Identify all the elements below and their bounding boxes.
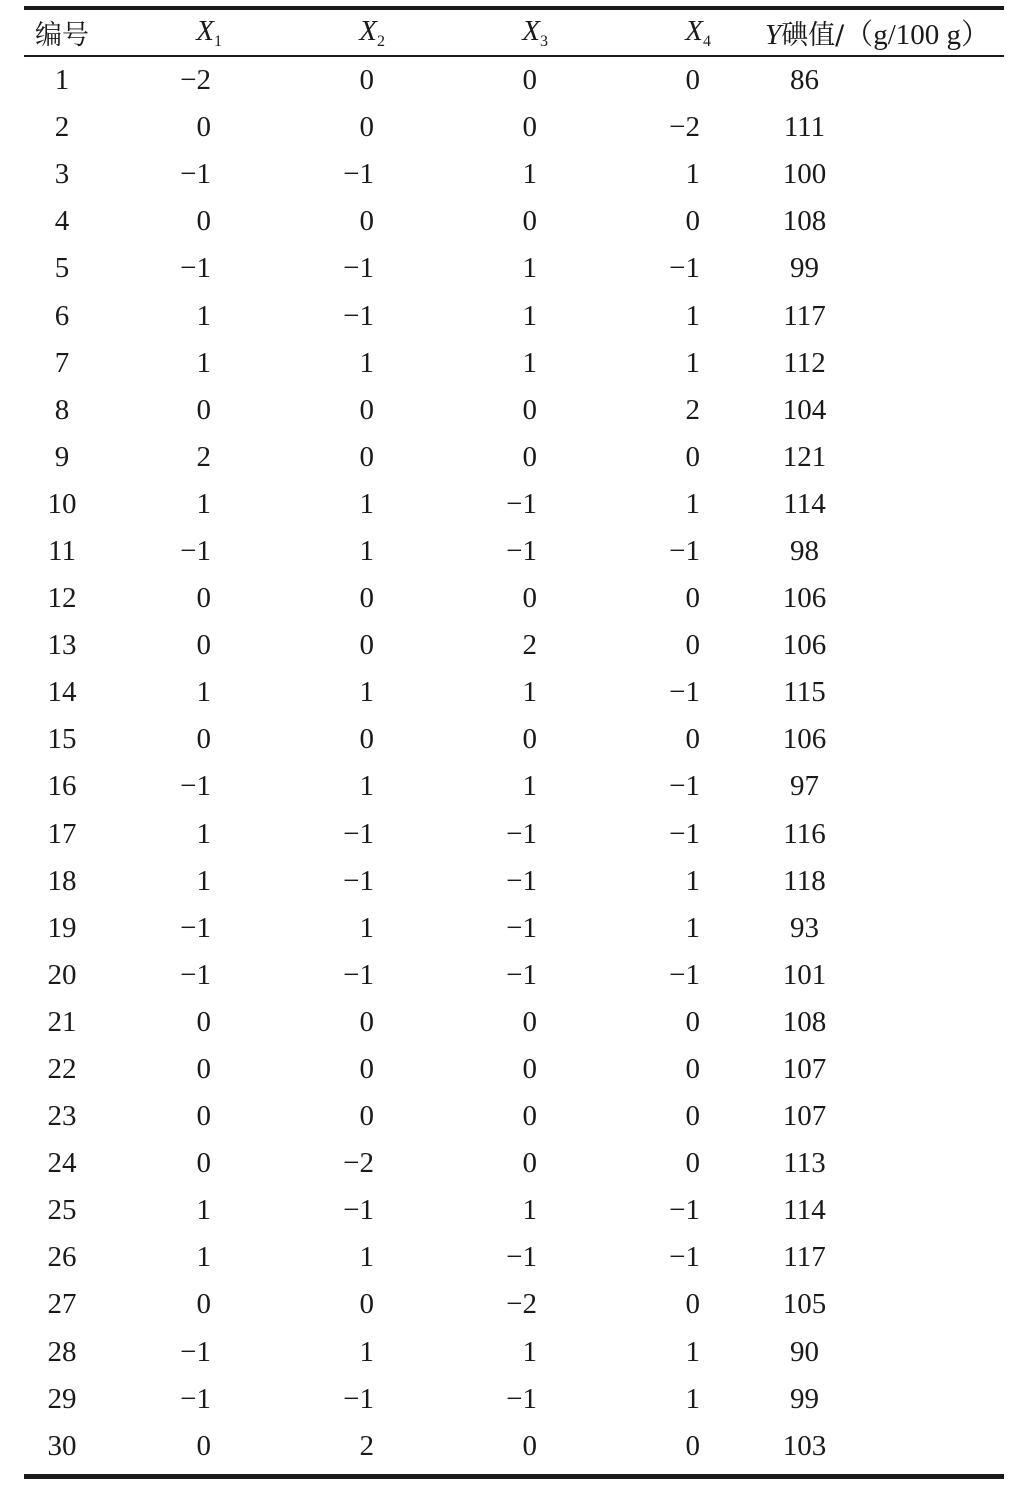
cell-y: 118: [783, 864, 826, 897]
cell-y: 108: [782, 1005, 827, 1038]
header-x2: $X_2$: [359, 14, 385, 50]
table-row: [24, 198, 1004, 245]
cell-x1: −1: [180, 534, 211, 567]
cell-x2: 1: [359, 346, 374, 379]
cell-x4: 1: [685, 911, 700, 944]
cell-x1: 1: [196, 346, 211, 379]
cell-x2: 0: [359, 393, 374, 426]
cell-x4: 2: [685, 393, 700, 426]
cell-x3: −1: [506, 911, 537, 944]
cell-id: 4: [54, 205, 70, 238]
cell-x3: 0: [522, 723, 537, 756]
table-row: [24, 811, 1004, 858]
cell-x2: −1: [343, 252, 374, 285]
cell-x3: 0: [522, 205, 537, 238]
cell-y: 103: [782, 1429, 827, 1462]
cell-x2: 1: [359, 770, 374, 803]
cell-x1: 0: [196, 1005, 211, 1038]
table-row: [24, 1093, 1004, 1140]
table-row: [24, 1281, 1004, 1328]
cell-x3: 1: [522, 676, 537, 709]
cell-id: 28: [47, 1335, 77, 1368]
cell-x1: 0: [196, 582, 211, 615]
table-row: [24, 1187, 1004, 1234]
cell-x4: −1: [669, 1241, 700, 1274]
table-row: [24, 999, 1004, 1046]
cell-x3: 0: [522, 440, 537, 473]
cell-x3: 0: [522, 1429, 537, 1462]
cell-x4: 1: [685, 1382, 700, 1415]
cell-x2: 0: [359, 629, 374, 662]
cell-y: 86: [790, 64, 819, 97]
table-body: [24, 57, 1004, 1474]
cell-x2: 0: [359, 582, 374, 615]
cell-x2: −1: [343, 864, 374, 897]
cell-y: 98: [790, 534, 819, 567]
cell-id: 8: [54, 393, 70, 426]
cell-y: 90: [790, 1335, 819, 1368]
cell-x1: 0: [196, 393, 211, 426]
cell-x1: −1: [180, 911, 211, 944]
cell-y: 101: [782, 958, 827, 991]
cell-x2: 1: [359, 1335, 374, 1368]
header-x4: $X_4$: [685, 14, 711, 50]
cell-x3: 1: [522, 770, 537, 803]
cell-x3: −1: [506, 817, 537, 850]
cell-x1: −1: [180, 252, 211, 285]
cell-x2: 2: [359, 1429, 374, 1462]
cell-x4: 0: [685, 205, 700, 238]
cell-x3: 1: [522, 252, 537, 285]
cell-id: 10: [47, 487, 77, 520]
cell-x4: −2: [669, 111, 700, 144]
cell-id: 11: [48, 534, 76, 567]
cell-x4: −1: [669, 958, 700, 991]
cell-x3: 0: [522, 111, 537, 144]
cell-y: 100: [782, 158, 827, 191]
cell-x3: 0: [522, 1147, 537, 1180]
cell-y: 107: [782, 1100, 827, 1133]
cell-x4: 0: [685, 1429, 700, 1462]
cell-id: 5: [54, 252, 70, 285]
table-row: [24, 575, 1004, 622]
cell-x2: 0: [359, 1288, 374, 1321]
cell-x3: −1: [506, 958, 537, 991]
table-row: [24, 905, 1004, 952]
table-row: [24, 340, 1004, 387]
cell-y: 99: [790, 252, 819, 285]
cell-x1: 2: [196, 440, 211, 473]
cell-x4: 1: [685, 864, 700, 897]
cell-x1: 0: [196, 1288, 211, 1321]
cell-y: 121: [782, 440, 827, 473]
cell-x2: 0: [359, 64, 374, 97]
cell-x3: 0: [522, 582, 537, 615]
cell-x3: 0: [522, 1053, 537, 1086]
cell-x4: −1: [669, 817, 700, 850]
cell-id: 19: [47, 911, 77, 944]
cell-id: 3: [54, 158, 70, 191]
cell-x2: 0: [359, 205, 374, 238]
cell-x4: 0: [685, 440, 700, 473]
cell-x1: 0: [196, 723, 211, 756]
table-row: [24, 763, 1004, 810]
cell-y: 117: [783, 299, 826, 332]
table-row: [24, 434, 1004, 481]
cell-x4: −1: [669, 770, 700, 803]
cell-x3: 0: [522, 1100, 537, 1133]
cell-x3: −1: [506, 487, 537, 520]
cell-x1: 0: [196, 111, 211, 144]
cell-x1: 0: [196, 1429, 211, 1462]
cell-x4: −1: [669, 1194, 700, 1227]
cell-y: 104: [782, 393, 827, 426]
cell-x2: 1: [359, 676, 374, 709]
cell-x4: −1: [669, 534, 700, 567]
cell-x1: 1: [196, 1194, 211, 1227]
cell-id: 2: [54, 111, 70, 144]
cell-id: 25: [47, 1194, 77, 1227]
table-row: [24, 292, 1004, 339]
cell-x2: −1: [343, 1194, 374, 1227]
cell-y: 106: [782, 723, 827, 756]
cell-id: 22: [47, 1053, 77, 1086]
cell-x4: 1: [685, 487, 700, 520]
table-row: [24, 528, 1004, 575]
cell-x4: 0: [685, 1053, 700, 1086]
cell-x2: 1: [359, 911, 374, 944]
table-row: [24, 1046, 1004, 1093]
cell-x3: −1: [506, 1241, 537, 1274]
cell-x1: −1: [180, 158, 211, 191]
cell-x4: 1: [685, 1335, 700, 1368]
cell-x1: 1: [196, 299, 211, 332]
table-row: [24, 1234, 1004, 1281]
cell-x2: −1: [343, 299, 374, 332]
cell-x3: 1: [522, 1194, 537, 1227]
cell-x1: 0: [196, 205, 211, 238]
table-row: [24, 716, 1004, 763]
cell-x3: 0: [522, 1005, 537, 1038]
cell-id: 23: [47, 1100, 77, 1133]
cell-x4: −1: [669, 676, 700, 709]
cell-y: 93: [790, 911, 819, 944]
table-row: [24, 57, 1004, 104]
table-row: [24, 669, 1004, 716]
cell-id: 7: [54, 346, 70, 379]
cell-x4: 0: [685, 723, 700, 756]
cell-id: 9: [54, 440, 70, 473]
cell-y: 97: [790, 770, 819, 803]
cell-x4: 0: [685, 629, 700, 662]
cell-x1: 1: [196, 676, 211, 709]
cell-x3: 1: [522, 158, 537, 191]
cell-id: 27: [47, 1288, 77, 1321]
cell-x2: 1: [359, 534, 374, 567]
cell-x3: 1: [522, 1335, 537, 1368]
cell-x3: 1: [522, 299, 537, 332]
cell-id: 14: [47, 676, 77, 709]
cell-x3: −1: [506, 1382, 537, 1415]
cell-x4: 0: [685, 1100, 700, 1133]
cell-y: 113: [783, 1147, 826, 1180]
cell-x3: −1: [506, 534, 537, 567]
cell-id: 15: [47, 723, 77, 756]
cell-x2: 0: [359, 723, 374, 756]
cell-id: 24: [47, 1147, 77, 1180]
cell-id: 17: [47, 817, 77, 850]
cell-y: 115: [783, 676, 826, 709]
cell-id: 21: [47, 1005, 77, 1038]
cell-x4: 1: [685, 299, 700, 332]
cell-y: 106: [782, 629, 827, 662]
cell-x3: 1: [522, 346, 537, 379]
cell-x2: 0: [359, 1100, 374, 1133]
table-row: [24, 1329, 1004, 1376]
cell-y: 99: [790, 1382, 819, 1415]
cell-x1: −1: [180, 1382, 211, 1415]
cell-x2: 0: [359, 1053, 374, 1086]
cell-y: 108: [782, 205, 827, 238]
cell-x4: 0: [685, 1147, 700, 1180]
cell-x1: 0: [196, 1100, 211, 1133]
cell-x2: −2: [343, 1147, 374, 1180]
cell-x2: −1: [343, 158, 374, 191]
cell-x2: −1: [343, 1382, 374, 1415]
header-row: [24, 10, 1004, 55]
cell-y: 114: [783, 1194, 826, 1227]
cell-id: 12: [47, 582, 77, 615]
cell-x4: −1: [669, 252, 700, 285]
cell-id: 29: [47, 1382, 77, 1415]
cell-x2: 0: [359, 440, 374, 473]
table-row: [24, 104, 1004, 151]
cell-y: 111: [783, 111, 826, 144]
cell-x1: −2: [180, 64, 211, 97]
cell-x4: 1: [685, 346, 700, 379]
table-row: [24, 387, 1004, 434]
table-row: [24, 622, 1004, 669]
table-row: [24, 481, 1004, 528]
cell-x4: 0: [685, 1288, 700, 1321]
cell-id: 20: [47, 958, 77, 991]
cell-x3: 0: [522, 64, 537, 97]
cell-id: 26: [47, 1241, 77, 1274]
cell-id: 6: [54, 299, 70, 332]
table-row: [24, 1423, 1004, 1470]
cell-id: 16: [47, 770, 77, 803]
cell-x1: 1: [196, 487, 211, 520]
cell-x1: 0: [196, 629, 211, 662]
cell-id: 13: [47, 629, 77, 662]
cell-id: 18: [47, 864, 77, 897]
cell-x4: 1: [685, 158, 700, 191]
cell-x4: 0: [685, 1005, 700, 1038]
cell-x1: −1: [180, 958, 211, 991]
cell-y: 107: [782, 1053, 827, 1086]
cell-x3: −1: [506, 864, 537, 897]
cell-x1: −1: [180, 1335, 211, 1368]
table-row: [24, 858, 1004, 905]
header-id: 编号: [35, 20, 89, 51]
cell-id: 30: [47, 1429, 77, 1462]
table-row: [24, 1376, 1004, 1423]
cell-x4: 0: [685, 64, 700, 97]
cell-x3: 0: [522, 393, 537, 426]
bottom-rule: [24, 1474, 1004, 1479]
cell-y: 112: [783, 346, 826, 379]
cell-x4: 0: [685, 582, 700, 615]
header-x3: $X_3$: [522, 14, 548, 50]
table-row: [24, 952, 1004, 999]
cell-x1: 0: [196, 1053, 211, 1086]
cell-y: 114: [783, 487, 826, 520]
cell-y: 116: [783, 817, 826, 850]
data-table: [24, 6, 1004, 1479]
cell-x2: 1: [359, 1241, 374, 1274]
cell-y: 105: [782, 1288, 827, 1321]
cell-y: 106: [782, 582, 827, 615]
header-y: Y碘值/（g/100 g）: [764, 19, 990, 51]
cell-x2: 1: [359, 487, 374, 520]
cell-id: 1: [54, 64, 70, 97]
cell-x2: 0: [359, 111, 374, 144]
cell-x1: 1: [196, 1241, 211, 1274]
cell-x2: −1: [343, 817, 374, 850]
cell-x3: −2: [506, 1288, 537, 1321]
header-x1: $X_1$: [196, 14, 222, 50]
cell-x1: 0: [196, 1147, 211, 1180]
cell-x3: 2: [522, 629, 537, 662]
table-row: [24, 151, 1004, 198]
cell-x1: 1: [196, 864, 211, 897]
cell-y: 117: [783, 1241, 826, 1274]
cell-x2: −1: [343, 958, 374, 991]
cell-x2: 0: [359, 1005, 374, 1038]
cell-x1: −1: [180, 770, 211, 803]
table-row: [24, 245, 1004, 292]
table-row: [24, 1140, 1004, 1187]
cell-x1: 1: [196, 817, 211, 850]
